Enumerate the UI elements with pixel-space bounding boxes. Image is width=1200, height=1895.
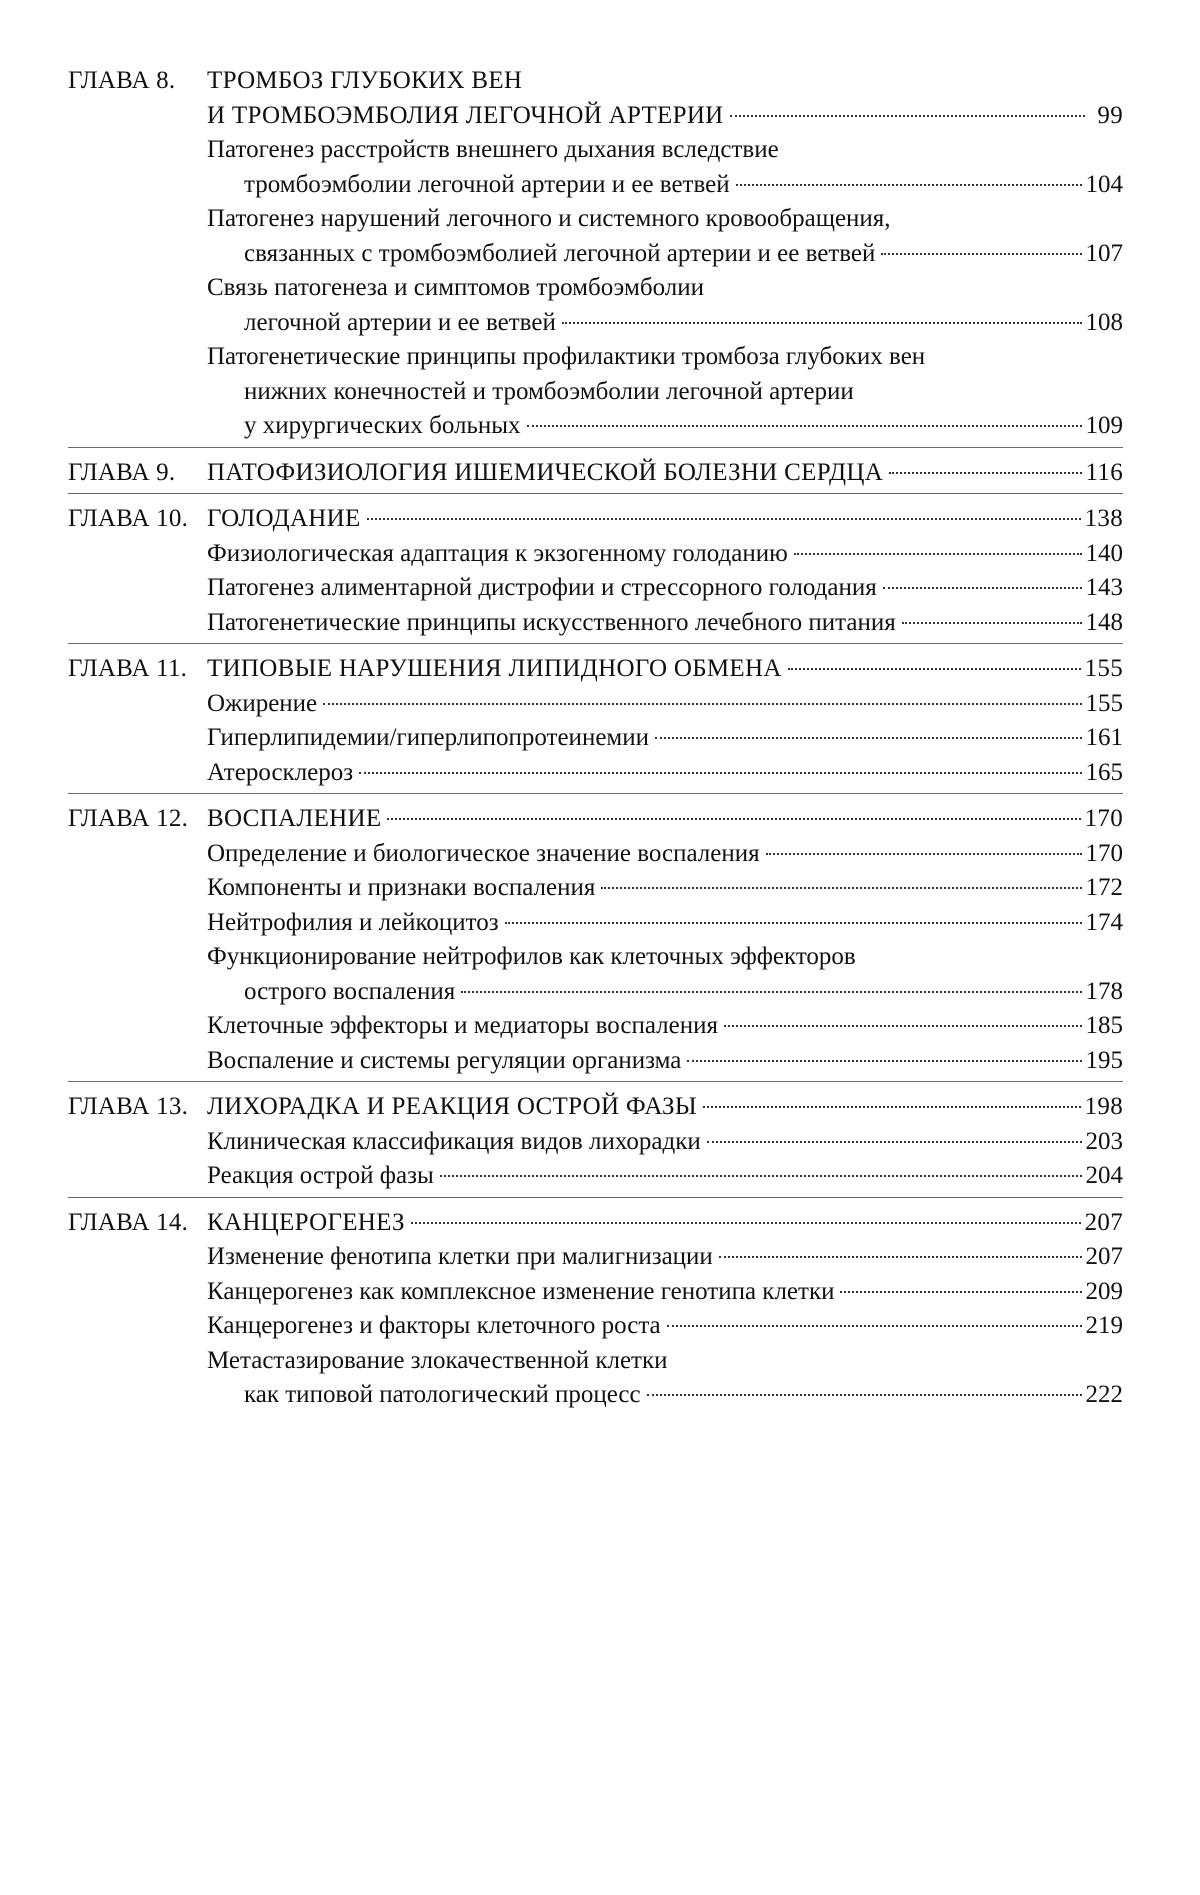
- toc-section: [68, 537, 1123, 572]
- dot-leader: [440, 1175, 1082, 1177]
- chapter-label: ГЛАВА 9.: [68, 458, 176, 486]
- dot-leader: [730, 115, 1085, 117]
- section-line: [207, 1275, 1123, 1310]
- dot-leader: [883, 587, 1082, 589]
- chapter-title: ТРОМБОЗ ГЛУБОКИХ ВЕН: [207, 67, 523, 94]
- section-title: Патогенез алиментарной дистрофии и стрессорного голодания: [207, 574, 877, 601]
- section-title: Изменение фенотипа клетки при малигнизации: [207, 1243, 713, 1270]
- section-line: [207, 1309, 1123, 1344]
- section-line: [207, 133, 1123, 168]
- page-number: 222: [1085, 1381, 1123, 1408]
- toc-section: [68, 756, 1123, 791]
- section-line: [244, 375, 1123, 410]
- page-number: 109: [1085, 412, 1123, 439]
- section-title: Функционирование нейтрофилов как клеточных эффекторов: [207, 943, 856, 970]
- dot-leader: [766, 853, 1082, 855]
- chapter-title-row: [68, 1206, 1123, 1241]
- section-title: Патогенез расстройств внешнего дыхания вследствие: [207, 136, 779, 163]
- page-number: 165: [1085, 758, 1123, 786]
- dot-leader: [724, 1025, 1082, 1027]
- page-number: 170: [1085, 839, 1123, 867]
- toc-section: [68, 1159, 1123, 1194]
- section-title: Метастазирование злокачественной клетки: [207, 1346, 668, 1374]
- page-number: 172: [1085, 874, 1123, 901]
- page-number: 207: [1084, 1208, 1123, 1236]
- chapter-label: ГЛАВА 10.: [68, 505, 189, 532]
- section-line: [207, 202, 1123, 237]
- page-number: 204: [1085, 1162, 1123, 1189]
- section-title: Определение и биологическое значение воспаления: [207, 839, 760, 867]
- dot-leader: [527, 425, 1082, 427]
- toc-section: [68, 871, 1123, 906]
- toc-section: [68, 271, 1123, 340]
- dot-leader: [562, 322, 1082, 324]
- page-number: 207: [1085, 1243, 1123, 1270]
- section-line: [207, 1009, 1123, 1044]
- page-number: 104: [1085, 170, 1123, 198]
- chapter-title: ЛИХОРАДКА И РЕАКЦИЯ ОСТРОЙ ФАЗЫ: [207, 1093, 697, 1120]
- section-title: Патогенетические принципы искусственного лечебного питания: [207, 608, 896, 636]
- chapter-title: ВОСПАЛЕНИЕ: [207, 805, 382, 832]
- chapter-title: ПАТОФИЗИОЛОГИЯ ИШЕМИЧЕСКОЙ БОЛЕЗНИ СЕРДЦА: [207, 458, 884, 486]
- toc-chapter: [68, 456, 1123, 495]
- section-line: [207, 871, 1123, 906]
- page-number: 99: [1097, 101, 1123, 129]
- dot-leader: [889, 472, 1081, 474]
- dot-leader: [411, 1222, 1081, 1224]
- toc-section: [68, 606, 1123, 641]
- toc-section: [68, 133, 1123, 202]
- section-title: Клиническая классификация видов лихорадки: [207, 1127, 701, 1155]
- chapter-title: КАНЦЕРОГЕНЕЗ: [207, 1208, 405, 1236]
- dot-leader: [707, 1141, 1082, 1143]
- toc-section: [68, 1009, 1123, 1044]
- section-title: нижних конечностей и тромбоэмболии легочной артерии: [244, 377, 854, 405]
- toc-section: [68, 571, 1123, 606]
- chapter-label: ГЛАВА 12.: [68, 805, 189, 832]
- chapter-title-row: [68, 64, 1123, 99]
- toc-section: [68, 837, 1123, 872]
- dot-leader: [667, 1325, 1082, 1327]
- toc-section: [68, 202, 1123, 271]
- section-title: Компоненты и признаки воспаления: [207, 874, 596, 901]
- dot-leader: [601, 887, 1081, 889]
- page-number: 108: [1085, 308, 1123, 336]
- page-number: 143: [1085, 574, 1123, 601]
- toc-section: [68, 906, 1123, 941]
- toc-chapter: [68, 652, 1123, 794]
- section-line: [207, 606, 1123, 641]
- toc-section: [68, 687, 1123, 722]
- toc-section: [68, 1240, 1123, 1275]
- page-number: 178: [1085, 977, 1123, 1005]
- page-number: 107: [1085, 239, 1123, 267]
- section-title: у хирургических больных: [244, 412, 521, 439]
- dot-leader: [323, 703, 1081, 705]
- page-number: 203: [1085, 1127, 1123, 1155]
- section-line: [244, 975, 1123, 1010]
- page-number: 209: [1085, 1277, 1123, 1305]
- section-line: [207, 1044, 1123, 1079]
- dot-leader: [881, 253, 1081, 255]
- dot-leader: [719, 1256, 1082, 1258]
- toc-section: [68, 1275, 1123, 1310]
- chapter-title-row: [68, 456, 1123, 491]
- chapter-title-row: [68, 502, 1123, 537]
- section-title: Патогенетические принципы профилактики тромбоза глубоких вен: [207, 343, 926, 370]
- toc-section: [68, 721, 1123, 756]
- page-number: 148: [1085, 608, 1123, 636]
- section-line: [244, 409, 1123, 444]
- section-title: Реакция острой фазы: [207, 1162, 434, 1189]
- chapter-title-row: [68, 652, 1123, 687]
- chapter-title: ГОЛОДАНИЕ: [207, 505, 361, 532]
- chapter-title-row: [68, 802, 1123, 837]
- section-title: тромбоэмболии легочной артерии и ее ветвей: [244, 170, 730, 198]
- chapter-label: ГЛАВА 13.: [68, 1093, 189, 1120]
- section-title: Патогенез нарушений легочного и системного кровообращения,: [207, 205, 891, 232]
- page-number: 140: [1085, 539, 1123, 567]
- toc-chapter: [68, 64, 1123, 448]
- dot-leader: [387, 818, 1080, 820]
- chapter-title: И ТРОМБОЭМБОЛИЯ ЛЕГОЧНОЙ АРТЕРИИ: [207, 101, 724, 129]
- page-number: 161: [1085, 724, 1123, 751]
- page-number: 185: [1085, 1012, 1123, 1039]
- dot-leader: [505, 922, 1082, 924]
- section-line: [207, 340, 1123, 375]
- section-title: легочной артерии и ее ветвей: [244, 308, 556, 336]
- section-title: Физиологическая адаптация к экзогенному голоданию: [207, 539, 788, 567]
- toc-section: [68, 1344, 1123, 1413]
- dot-leader: [703, 1106, 1081, 1108]
- page-number: 155: [1084, 655, 1123, 682]
- section-line: [207, 271, 1123, 306]
- section-title: Нейтрофилия и лейкоцитоз: [207, 908, 499, 936]
- section-title: Клеточные эффекторы и медиаторы воспаления: [207, 1012, 718, 1039]
- section-line: [207, 1159, 1123, 1194]
- section-title: Гиперлипидемии/гиперлипопротеинемии: [207, 724, 649, 751]
- section-line: [207, 940, 1123, 975]
- section-line: [207, 687, 1123, 722]
- dot-leader: [736, 184, 1082, 186]
- page-number: 198: [1084, 1093, 1123, 1120]
- toc-chapter: [68, 1090, 1123, 1198]
- toc-chapter: [68, 1206, 1123, 1416]
- toc-section: [68, 1125, 1123, 1160]
- section-title: Связь патогенеза и симптомов тромбоэмболии: [207, 274, 704, 301]
- chapter-title: ТИПОВЫЕ НАРУШЕНИЯ ЛИПИДНОГО ОБМЕНА: [207, 655, 782, 682]
- dot-leader: [359, 772, 1081, 774]
- chapter-label: ГЛАВА 11.: [68, 655, 188, 682]
- section-line: [207, 1344, 1123, 1379]
- section-line: [207, 1240, 1123, 1275]
- chapter-label: ГЛАВА 8.: [68, 67, 176, 94]
- page-number: 170: [1084, 805, 1123, 832]
- section-line: [207, 571, 1123, 606]
- section-line: [244, 306, 1123, 341]
- chapter-title-row: [68, 99, 1123, 134]
- section-line: [244, 168, 1123, 203]
- page-number: 174: [1085, 908, 1123, 936]
- section-title: Атеросклероз: [207, 758, 354, 786]
- dot-leader: [840, 1291, 1081, 1293]
- section-line: [207, 1125, 1123, 1160]
- section-title: Канцерогенез как комплексное изменение генотипа клетки: [207, 1277, 835, 1305]
- section-line: [207, 906, 1123, 941]
- page-number: 195: [1085, 1046, 1123, 1074]
- section-line: [244, 1378, 1123, 1413]
- section-title: острого воспаления: [244, 977, 456, 1005]
- chapter-title-row: [68, 1090, 1123, 1125]
- dot-leader: [788, 668, 1081, 670]
- toc-chapter: [68, 502, 1123, 644]
- dot-leader: [794, 553, 1082, 555]
- page-number: 116: [1085, 458, 1123, 486]
- section-title: Ожирение: [207, 689, 318, 717]
- section-title: Канцерогенез и факторы клеточного роста: [207, 1312, 661, 1339]
- dot-leader: [461, 991, 1081, 993]
- table-of-contents: [68, 64, 1123, 1424]
- page-number: 155: [1085, 689, 1123, 717]
- section-title: Воспаление и системы регуляции организма: [207, 1046, 682, 1074]
- toc-section: [68, 1309, 1123, 1344]
- section-line: [207, 756, 1123, 791]
- section-line: [207, 721, 1123, 756]
- section-line: [207, 837, 1123, 872]
- section-title: как типовой патологический процесс: [244, 1381, 641, 1408]
- section-line: [207, 537, 1123, 572]
- dot-leader: [902, 622, 1082, 624]
- page-number: 138: [1084, 505, 1123, 532]
- dot-leader: [655, 737, 1082, 739]
- dot-leader: [687, 1060, 1081, 1062]
- toc-chapter: [68, 802, 1123, 1082]
- toc-section: [68, 340, 1123, 444]
- page-number: 219: [1085, 1312, 1123, 1339]
- toc-section: [68, 1044, 1123, 1079]
- section-line: [244, 237, 1123, 272]
- section-title: связанных с тромбоэмболией легочной артерии и ее ветвей: [244, 239, 876, 267]
- chapter-label: ГЛАВА 14.: [68, 1208, 189, 1236]
- dot-leader: [367, 518, 1081, 520]
- toc-section: [68, 940, 1123, 1009]
- dot-leader: [647, 1394, 1082, 1396]
